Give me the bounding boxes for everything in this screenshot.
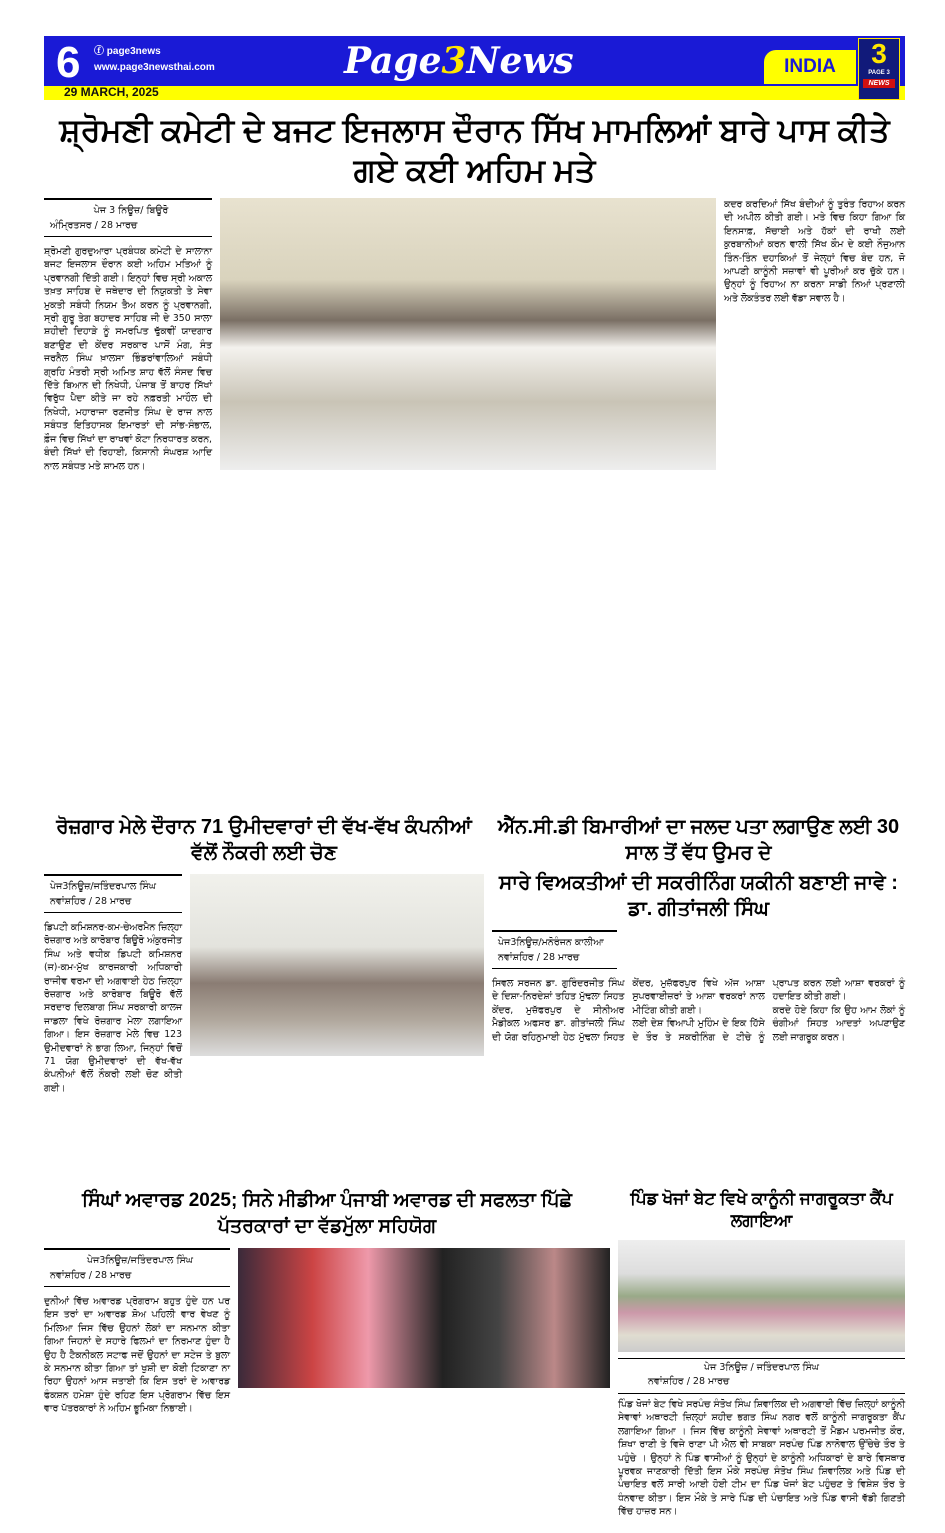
story4-body [44, 1295, 230, 1416]
story4-byline: ਪੇਜ3ਨਿਊਜ਼/ਜਤਿੰਦਰਪਾਲ ਸਿੰਘ ਨਵਾਂਸ਼ਹਿਰ / 28 ਮਾਰਚ [44, 1248, 230, 1287]
story4-headline: ਸਿੰਘਾਂ ਅਵਾਰਡ 2025; ਸਿਨੇ ਮੀਡੀਆ ਪੰਜਾਬੀ ਅਵਾਰਡ ਦੀ ਸਫਲਤਾ ਪਿੱਛੇ ਪੱਤਰਕਾਰਾਂ ਦਾ ਵੱਡਮੁੱਲਾ ਸਹਿਯੋਗ [82, 1190, 572, 1237]
story3 [492, 814, 905, 1174]
story4-photo-awards [238, 1248, 610, 1388]
story4 [44, 1188, 610, 1523]
paragraph: ਦੁਨੀਆਂ ਵਿੱਚ ਅਵਾਰਡ ਪ੍ਰੋਗਰਾਮ ਬਹੁਤ ਹੁੰਦੇ ਹਨ ਪਰ ਇਸ ਤਰਾਂ ਦਾ ਅਵਾਰਡ ਸ਼ੋਅ ਪਹਿਲੀ ਵਾਰ ਵੇਖਣ ਨੂੰ ਮਿਲਿਆ ਜਿਸ ਵਿੱਚ ਉਹਨਾਂ ਲੋਕਾਂ ਦਾ ਸਨਮਾਨ ਕੀਤਾ ਗਿਆ ਜਿਹਨਾਂ ਦੇ ਸਹਾਰੇ ਫਿਲਮਾਂ ਦਾ ਨਿਰਮਾਣ ਹੁੰਦਾ ਹੈ ਉਹ ਹੈ ਟੈਕਨੀਕਲ ਸਟਾਫ ਜਦੋਂ ਉਹਨਾਂ ਦਾ ਸਟੇਜ ਤੇ ਬੁਲਾ ਕੇ ਸਨਮਾਨ ਕੀਤਾ ਗਿਆ ਤਾਂ ਖੁਸ਼ੀ ਦਾ ਕੋਈ ਟਿਕਾਣਾ ਨਾ ਰਿਹਾ ਉਹਨਾਂ ਆਸ ਜਤਾਈ ਕਿ ਇਸ ਤਰਾਂ ਦੇ ਅਵਾਰਡ ਫੰਕਸ਼ਨ ਹਮੇਸ਼ਾ ਹੁੰਦੇ ਰਹਿਣ ਇਸ ਪ੍ਰੋਗਰਾਮ ਵਿੱਚ ਇਸ ਵਾਰ ਪੱਤਰਕਾਰਾਂ ਨੇ ਅਹਿਮ ਭੂਮਿਕਾ ਨਿਭਾਈ। [44, 1296, 230, 1415]
paragraph: ਲਈ ਦੇਸ਼ ਵਿਆਪੀ ਮੁਹਿੰਮ ਦੇ ਇਕ ਹਿੱਸੇ ਦੇ ਤੌਰ ਤੇ ਸਕਰੀਨਿੰਗ ਦੇ ਟੀਚੇ ਨੂੰ ਪ੍ਰਾਪਤ ਕਰਨ ਲਈ ਆਸ਼ਾ ਵਰਕਰਾਂ ਨੂੰ ਹਦਾਇਤ ਕੀਤੀ ਗਈ। [632, 978, 905, 1043]
facebook-icon: ⓕ [94, 46, 107, 57]
story3-body [492, 977, 905, 1044]
paragraph: ਕਰਦੇ ਹੋਏ ਕਿਹਾ ਕਿ ਉਹ ਆਮ ਲੋਕਾਂ ਨੂੰ ਚੰਗੀਆਂ ਸਿਹਤ ਆਦਤਾਂ ਅਪਣਾਉਣ ਲਈ ਜਾਗਰੂਕ ਕਰਨ। [772, 1004, 905, 1043]
paragraph: ਸਿਵਲ ਸਰਜਨ ਡਾ. ਗੁਰਿੰਦਰਜੀਤ ਸਿੰਘ ਦੇ ਦਿਸ਼ਾ-ਨਿਰਦੇਸ਼ਾਂ ਤਹਿਤ ਮੁੱਢਲਾ ਸਿਹਤ ਕੇਂਦਰ, ਮੁਜ਼ੱਫਰਪੁਰ ਦੇ ਸੀਨੀਅਰ ਮੈਡੀਕਲ ਅਫਸਰ ਡਾ. ਗੀਤਾਂਜਲੀ ਸਿੰਘ ਦੀ ਯੋਗ ਰਹਿਨੁਮਾਈ ਹੇਠ ਮੁੱਢਲਾ ਸਿਹਤ ਕੇਂਦਰ, ਮੁਜ਼ੱਫਰਪੁਰ ਵਿਖੇ ਅੱਜ ਆਸ਼ਾ ਸੁਪਰਵਾਈਜ਼ਰਾਂ ਤੇ ਆਸ਼ਾ ਵਰਕਰਾਂ ਨਾਲ ਮੀਟਿੰਗ ਕੀਤੀ ਗਈ। [492, 978, 765, 1043]
page3-logo-icon: 3 PAGE 3 NEWS [858, 38, 900, 100]
story1-photo-assembly-hall [220, 198, 716, 470]
issue-date: 29 MARCH, 2025 [64, 85, 159, 99]
story1 [44, 198, 905, 798]
divider [618, 1393, 905, 1394]
story1-byline: ਪੇਜ 3 ਨਿਊਜ਼/ ਬਿਊਰੋ ਅੰਮ੍ਰਿਤਸਰ / 28 ਮਾਰਚ [44, 198, 212, 237]
paragraph: ਕਦਰ ਕਰਦਿਆਂ ਸਿੱਖ ਬੰਦੀਆਂ ਨੂੰ ਤੁਰੰਤ ਰਿਹਾਅ ਕਰਨ ਦੀ ਅਪੀਲ ਕੀਤੀ ਗਈ। ਮਤੇ ਵਿਚ ਕਿਹਾ ਗਿਆ ਕਿ ਇਨਸਾਫ਼, ਸੱਚਾਈ ਅਤੇ ਹੱਕਾਂ ਦੀ ਰਾਖੀ ਲਈ ਕੁਰਬਾਨੀਆਂ ਕਰਨ ਵਾਲੀ ਸਿੱਖ ਕੌਮ ਦੇ ਕਈ ਨੌਜੁਆਨ ਤਿੰਨ-ਤਿੰਨ ਦਹਾਕਿਆਂ ਤੋਂ ਜੇਲ੍ਹਾਂ ਵਿਚ ਬੰਦ ਹਨ, ਜੋ ਆਪਣੀ ਕਾਨੂੰਨੀ ਸਜ਼ਾਵਾਂ ਵੀ ਪੂਰੀਆਂ ਕਰ ਚੁੱਕੇ ਹਨ। ਉਨ੍ਹਾਂ ਨੂੰ ਰਿਹਾਅ ਨਾ ਕਰਨਾ ਸਾਡੀ ਨਿਆਂ ਪ੍ਰਣਾਲੀ ਅਤੇ ਲੋਕਤੰਤਰ ਲਈ ਵੱਡਾ ਸਵਾਲ ਹੈ। [724, 199, 905, 304]
site-info [94, 44, 215, 76]
paragraph: ਪਿੰਡ ਖੋਜਾਂ ਬੇਟ ਵਿਖੇ ਸਰਪੰਚ ਸੰਤੋਖ ਸਿੰਘ ਸ਼ਿਵਾਲਿਕ ਦੀ ਅਗਵਾਈ ਵਿੱਚ ਜ਼ਿਲ੍ਹਾਂ ਕਾਨੂੰਨੀ ਸੇਵਾਵਾਂ ਅਥਾਰਟੀ ਜ਼ਿਲ੍ਹਾਂ ਸ਼ਹੀਦ ਭਗਤ ਸਿੰਘ ਨਗਰ ਵਲੋਂ ਕਾਨੂੰਨੀ ਜਾਗਰੂਕਤਾ ਕੈਂਪ ਲਗਾਇਆ ਗਿਆ । ਜਿਸ ਵਿੱਚ ਕਾਨੂੰਨੀ ਸੇਵਾਵਾਂ ਅਥਾਰਟੀ ਤੋਂ ਮੈਡਮ ਪਰਮਜੀਤ ਕੌਰ, ਸ਼ਿਖਾ ਰਾਣੀ ਤੇ ਵਿਜੇ ਰਾਣਾ ਪੀ ਐਲ ਵੀ ਸਾਬਕਾ ਸਰਪੰਚ ਪਿੰਡ ਨਾਨੋਵਾਲ ਉੱਚੇਚੇ ਤੌਰ ਤੇ ਪਹੁੰਚੇ । ਉਨ੍ਹਾਂ ਨੇ ਪਿੰਡ ਵਾਸੀਆਂ ਨੂੰ ਉਨ੍ਹਾਂ ਦੇ ਕਾਨੂੰਨੀ ਅਧਿਕਾਰਾਂ ਦੇ ਬਾਰੇ ਵਿਸਥਾਰ ਪੂਰਵਕ ਜਾਣਕਾਰੀ ਦਿੱਤੀ ਇਸ ਮੌਕੇ ਸਰਪੰਚ ਸੰਤੋਖ ਸਿੰਘ ਸ਼ਿਵਾਲਿਕ ਅਤੇ ਪਿੰਡ ਦੀ ਪੰਚਾਇਤ ਵਲੋਂ ਸਾਰੀ ਆਈ ਹੋਈ ਟੀਮ ਦਾ ਪਿੰਡ ਖੋਜਾਂ ਬੇਟ ਪਹੁੰਚਣ ਤੇ ਵਿਸ਼ੇਸ਼ ਤੌਰ ਤੇ ਧੰਨਵਾਦ ਕੀਤਾ। ਇਸ ਮੌਕੇ ਤੇ ਸਾਰੇ ਪਿੰਡ ਦੀ ਪੰਚਾਇਤ ਅਤੇ ਪਿੰਡ ਵਾਸੀ ਵੱਡੀ ਗਿਣਤੀ ਵਿੱਚ ਹਾਜ਼ਰ ਸਨ। [618, 1399, 905, 1518]
story2-body [44, 921, 182, 1095]
edition-label: INDIA [764, 50, 856, 84]
masthead [44, 36, 905, 100]
date-bar [44, 84, 905, 100]
paragraph: ਡਿਪਟੀ ਕਮਿਸ਼ਨਰ-ਕਮ-ਚੇਅਰਮੈਨ ਜ਼ਿਲ੍ਹਾ ਰੋਜ਼ਗਾਰ ਅਤੇ ਕਾਰੋਬਾਰ ਬਿਊਰੋ ਅੰਕੁਰਜੀਤ ਸਿੰਘ ਅਤੇ ਵਧੀਕ ਡਿਪਟੀ ਕਮਿਸ਼ਨਰ (ਜ)-ਕਮ-ਮੁੱਖ ਕਾਰਜਕਾਰੀ ਅਧਿਕਾਰੀ ਰਾਜੀਵ ਵਰਮਾ ਦੀ ਅਗਵਾਈ ਹੇਠ ਜ਼ਿਲ੍ਹਾ ਰੋਜ਼ਗਾਰ ਅਤੇ ਕਾਰੋਬਾਰ ਬਿਊਰੋ ਵੱਲੋਂ ਸਰਦਾਰ ਦਿਲਬਾਗ ਸਿੰਘ ਸਰਕਾਰੀ ਕਾਲਜ ਜਾਡਲਾ ਵਿਖੇ ਰੋਜ਼ਗਾਰ ਮੇਲਾ ਲਗਾਇਆ ਗਿਆ। ਇਸ ਰੋਜ਼ਗਾਰ ਮੇਲੇ ਵਿਚ 123 ਉਮੀਦਵਾਰਾਂ ਨੇ ਭਾਗ ਲਿਆ, ਜਿਨ੍ਹਾਂ ਵਿਚੋਂ 71 ਯੋਗ ਉਮੀਦਵਾਰਾਂ ਦੀ ਵੱਖ-ਵੱਖ ਕੰਪਨੀਆਂ ਵੱਲੋਂ ਨੌਕਰੀ ਲਈ ਚੋਣ ਕੀਤੀ ਗਈ। [44, 922, 182, 1094]
story2 [44, 814, 484, 1174]
story3-headline-line2: ਸਾਰੇ ਵਿਅਕਤੀਆਂ ਦੀ ਸਕਰੀਨਿੰਗ ਯਕੀਨੀ ਬਣਾਈ ਜਾਵੇ : ਡਾ. ਗੀਤਾਂਜਲੀ ਸਿੰਘ [499, 872, 898, 920]
story1-right-column [724, 198, 905, 798]
story5-body [618, 1398, 905, 1519]
website-link[interactable]: www.page3newsthai.com [94, 62, 215, 73]
brand-logo: Page3News [344, 40, 574, 82]
story2-headline: ਰੋਜ਼ਗਾਰ ਮੇਲੇ ਦੌਰਾਨ 71 ਉਮੀਦਵਾਰਾਂ ਦੀ ਵੱਖ-ਵੱਖ ਕੰਪਨੀਆਂ ਵੱਲੋਂ ਨੌਕਰੀ ਲਈ ਚੋਣ [56, 816, 472, 864]
story1-body-columns [220, 477, 716, 797]
story2-byline: ਪੇਜ3ਨਿਊਜ਼/ਜਤਿੰਦਰਪਾਲ ਸਿੰਘ ਨਵਾਂਸ਼ਹਿਰ / 28 ਮਾਰਚ [44, 874, 182, 913]
story2-photo-job-fair [190, 874, 484, 1056]
story1-headline: ਸ਼੍ਰੋਮਣੀ ਕਮੇਟੀ ਦੇ ਬਜਟ ਇਜਲਾਸ ਦੌਰਾਨ ਸਿੱਖ ਮਾਮਲਿਆਂ ਬਾਰੇ ਪਾਸ ਕੀਤੇ ਗਏ ਕਈ ਅਹਿਮ ਮਤੇ [59, 112, 890, 188]
story3-headline-line1: ਐੱਨ.ਸੀ.ਡੀ ਬਿਮਾਰੀਆਂ ਦਾ ਜਲਦ ਪਤਾ ਲਗਾਉਣ ਲਈ 30 ਸਾਲ ਤੋਂ ਵੱਧ ਉਮਰ ਦੇ [497, 816, 900, 864]
paragraph: ਸ਼੍ਰੋਮਣੀ ਗੁਰਦੁਆਰਾ ਪ੍ਰਬੰਧਕ ਕਮੇਟੀ ਦੇ ਸਾਲਾਨਾ ਬਜਟ ਇਜਲਾਸ ਦੌਰਾਨ ਕਈ ਅਹਿਮ ਮਤਿਆਂ ਨੂੰ ਪ੍ਰਵਾਨਗੀ ਦਿੱਤੀ ਗਈ। ਇਨ੍ਹਾਂ ਵਿਚ ਸ੍ਰੀ ਅਕਾਲ ਤਖ਼ਤ ਸਾਹਿਬ ਦੇ ਜਥੇਦਾਰ ਦੀ ਨਿਯੁਕਤੀ ਤੇ ਸੇਵਾ ਮੁਕਤੀ ਸਬੰਧੀ ਨਿਯਮ ਤੈਅ ਕਰਨ ਨੂੰ ਪ੍ਰਵਾਨਗੀ, ਸ੍ਰੀ ਗੁਰੂ ਤੇਗ ਬਹਾਦਰ ਸਾਹਿਬ ਜੀ ਦੇ 350 ਸਾਲਾ ਸ਼ਹੀਦੀ ਦਿਹਾੜੇ ਨੂੰ ਸਮਰਪਿਤ ਢੁੱਕਵੀਂ ਯਾਦਗਾਰ ਬਣਾਉਣ ਦੀ ਕੇਂਦਰ ਸਰਕਾਰ ਪਾਸੋਂ ਮੰਗ, ਸੰਤ ਜਰਨੈਲ ਸਿੰਘ ਖ਼ਾਲਸਾ ਭਿੰਡਰਾਂਵਾਲਿਆਂ ਸਬੰਧੀ ਗ੍ਰਹਿ ਮੰਤਰੀ ਸ੍ਰੀ ਅਮਿਤ ਸ਼ਾਹ ਵੱਲੋਂ ਸੰਸਦ ਵਿਚ ਦਿੱਤੇ ਬਿਆਨ ਦੀ ਨਿਖੇਧੀ, ਪੰਜਾਬ ਤੋਂ ਬਾਹਰ ਸਿੱਖਾਂ ਵਿਰੁੱਧ ਪੈਦਾ ਕੀਤੇ ਜਾ ਰਹੇ ਨਫ਼ਰਤੀ ਮਾਹੌਲ ਦੀ ਨਿਖੇਧੀ, ਮਹਾਰਾਜਾ ਰਣਜੀਤ ਸਿੰਘ ਦੇ ਰਾਜ ਨਾਲ ਸਬੰਧਤ ਇਤਿਹਾਸਕ ਇਮਾਰਤਾਂ ਦੀ ਸਾਂਭ-ਸੰਭਾਲ, ਫ਼ੌਜ ਵਿਚ ਸਿੱਖਾਂ ਦਾ ਰਾਖਵਾਂ ਕੋਟਾ ਨਿਰਧਾਰਤ ਕਰਨ, ਬੰਦੀ ਸਿੱਖਾਂ ਦੀ ਰਿਹਾਈ, ਕਿਸਾਨੀ ਸੰਘਰਸ਼ ਆਦਿ ਨਾਲ ਸਬੰਧਤ ਮਤੇ ਸ਼ਾਮਲ ਹਨ। [44, 246, 212, 472]
story5 [618, 1188, 905, 1523]
story5-byline: ਪੇਜ 3ਨਿਊਜ਼ / ਜਤਿੰਦਰਪਾਲ ਸਿੰਘ ਨਵਾਂਸ਼ਹਿਰ / 28 ਮਾਰਚ [618, 1358, 905, 1389]
story1-left-column [44, 198, 212, 798]
story5-photo-camp [618, 1240, 905, 1352]
story3-byline: ਪੇਜ3ਨਿਊਜ਼/ਮਨੋਰੰਜਨ ਕਾਲੀਆ ਨਵਾਂਸ਼ਹਿਰ / 28 ਮਾਰਚ [492, 930, 617, 969]
story5-headline: ਪਿੰਡ ਖੋਜਾਂ ਬੇਟ ਵਿਖੇ ਕਾਨੂੰਨੀ ਜਾਗਰੂਕਤਾ ਕੈਂਪ ਲਗਾਇਆ [630, 1189, 893, 1230]
page-number: 6 [56, 38, 81, 87]
social-handle[interactable]: ⓕ page3news [94, 46, 161, 57]
